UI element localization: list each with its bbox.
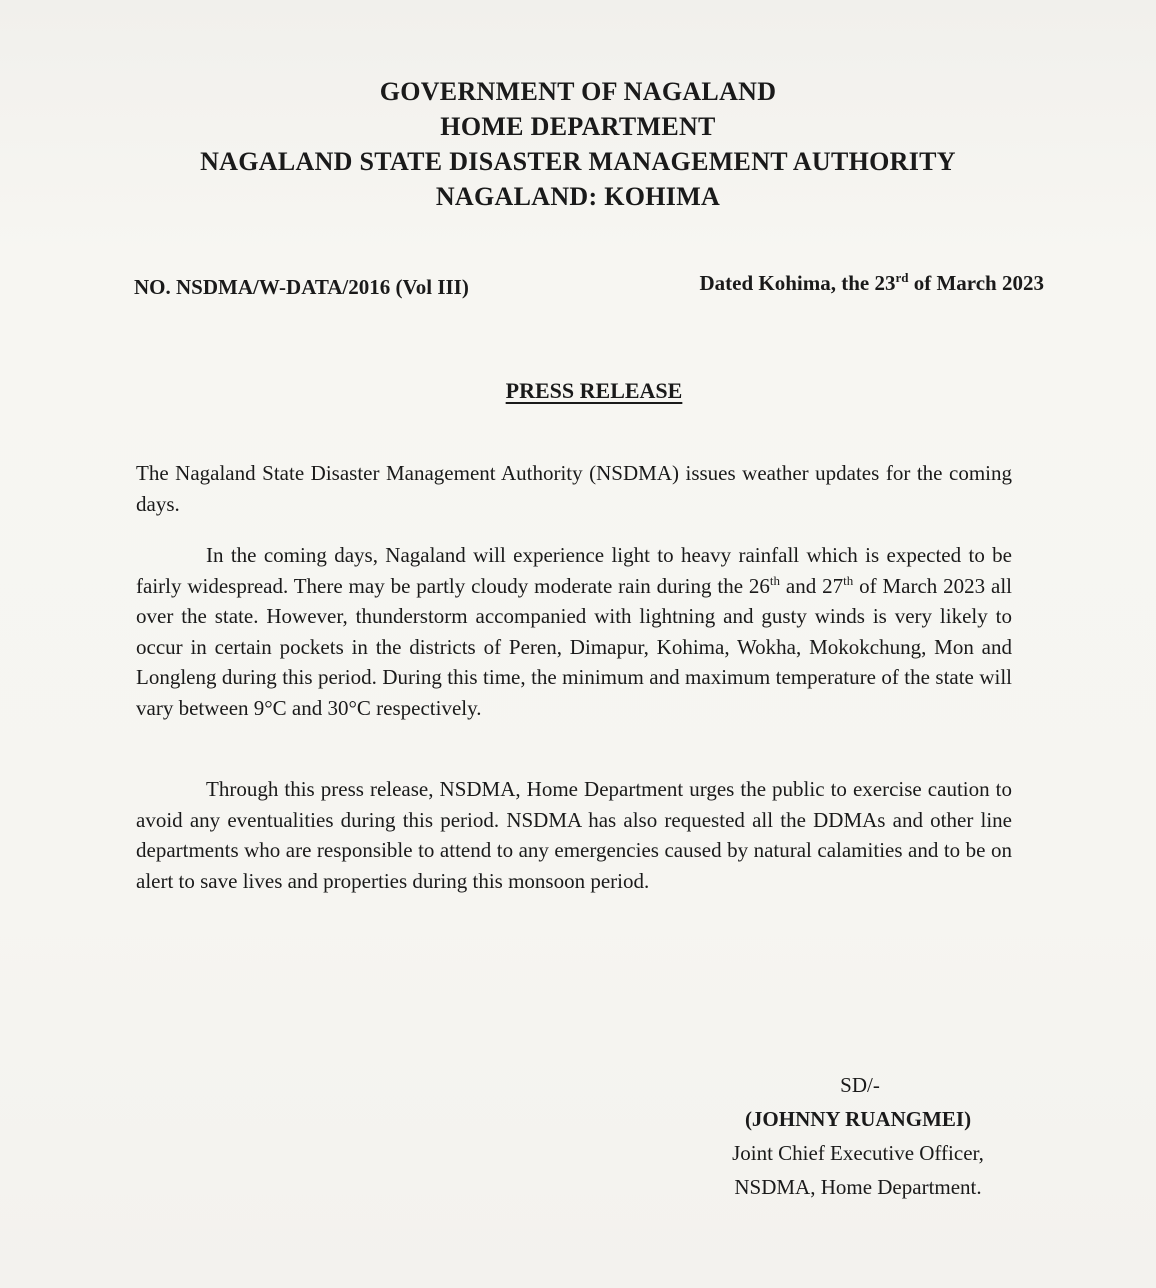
date-suffix: of March 2023 xyxy=(908,271,1044,295)
document-title xyxy=(0,376,1156,406)
forecast-ordinal-1: th xyxy=(769,572,781,588)
paragraph-forecast xyxy=(136,540,1012,723)
reference-number: NO. NSDMA/W-DATA/2016 (Vol III) xyxy=(134,275,469,299)
letterhead-authority: NAGALAND STATE DISASTER MANAGEMENT AUTHORITY xyxy=(200,147,956,176)
signature-block xyxy=(700,1068,1016,1204)
signatory-designation: Joint Chief Executive Officer, xyxy=(732,1141,984,1165)
signatory-office: NSDMA, Home Department. xyxy=(734,1175,982,1199)
letterhead-location: NAGALAND: KOHIMA xyxy=(435,182,721,211)
letterhead-government: GOVERNMENT OF NAGALAND xyxy=(379,77,777,106)
forecast-text-c: of March 2023 all over the state. However, thunderstorm accompanied with lightning and gusty winds is very likely to occur in certain pockets in the districts of Peren, Dimapur, Kohima, Wokha, Mokokchung, Mon and Longleng during this period. During this time, the minimum and maximum temperature of the state will vary between 9°C and 30°C respectively. xyxy=(136,573,1013,720)
letterhead-department: HOME DEPARTMENT xyxy=(440,112,716,141)
signature-sd: SD/- xyxy=(840,1073,880,1097)
letterhead xyxy=(0,74,1156,214)
paragraph-intro: The Nagaland State Disaster Management Authority (NSDMA) issues weather updates for the coming days. xyxy=(136,461,1012,516)
forecast-text-b: and 27 xyxy=(780,573,844,598)
paragraph-advisory: Through this press release, NSDMA, Home Department urges the public to exercise caution to avoid any eventualities during this period. NSDMA has also requested all the DDMAs and other line departments who are responsible to attend to any emergencies caused by natural calamities and to be on alert to save lives and properties during this monsoon period. xyxy=(136,777,1012,893)
press-release-title: PRESS RELEASE xyxy=(505,378,683,403)
date-ordinal: rd xyxy=(895,270,909,285)
forecast-text-a: In the coming days, Nagaland will experience light to heavy rainfall which is expected to be fairly widespread. There may be partly cloudy moderate rain during the 26 xyxy=(136,543,1012,598)
signatory-name: (JOHNNY RUANGMEI) xyxy=(744,1107,972,1131)
date-prefix: Dated Kohima, the 23 xyxy=(699,271,896,295)
reference-date xyxy=(699,268,1044,298)
forecast-ordinal-2: th xyxy=(843,572,854,588)
